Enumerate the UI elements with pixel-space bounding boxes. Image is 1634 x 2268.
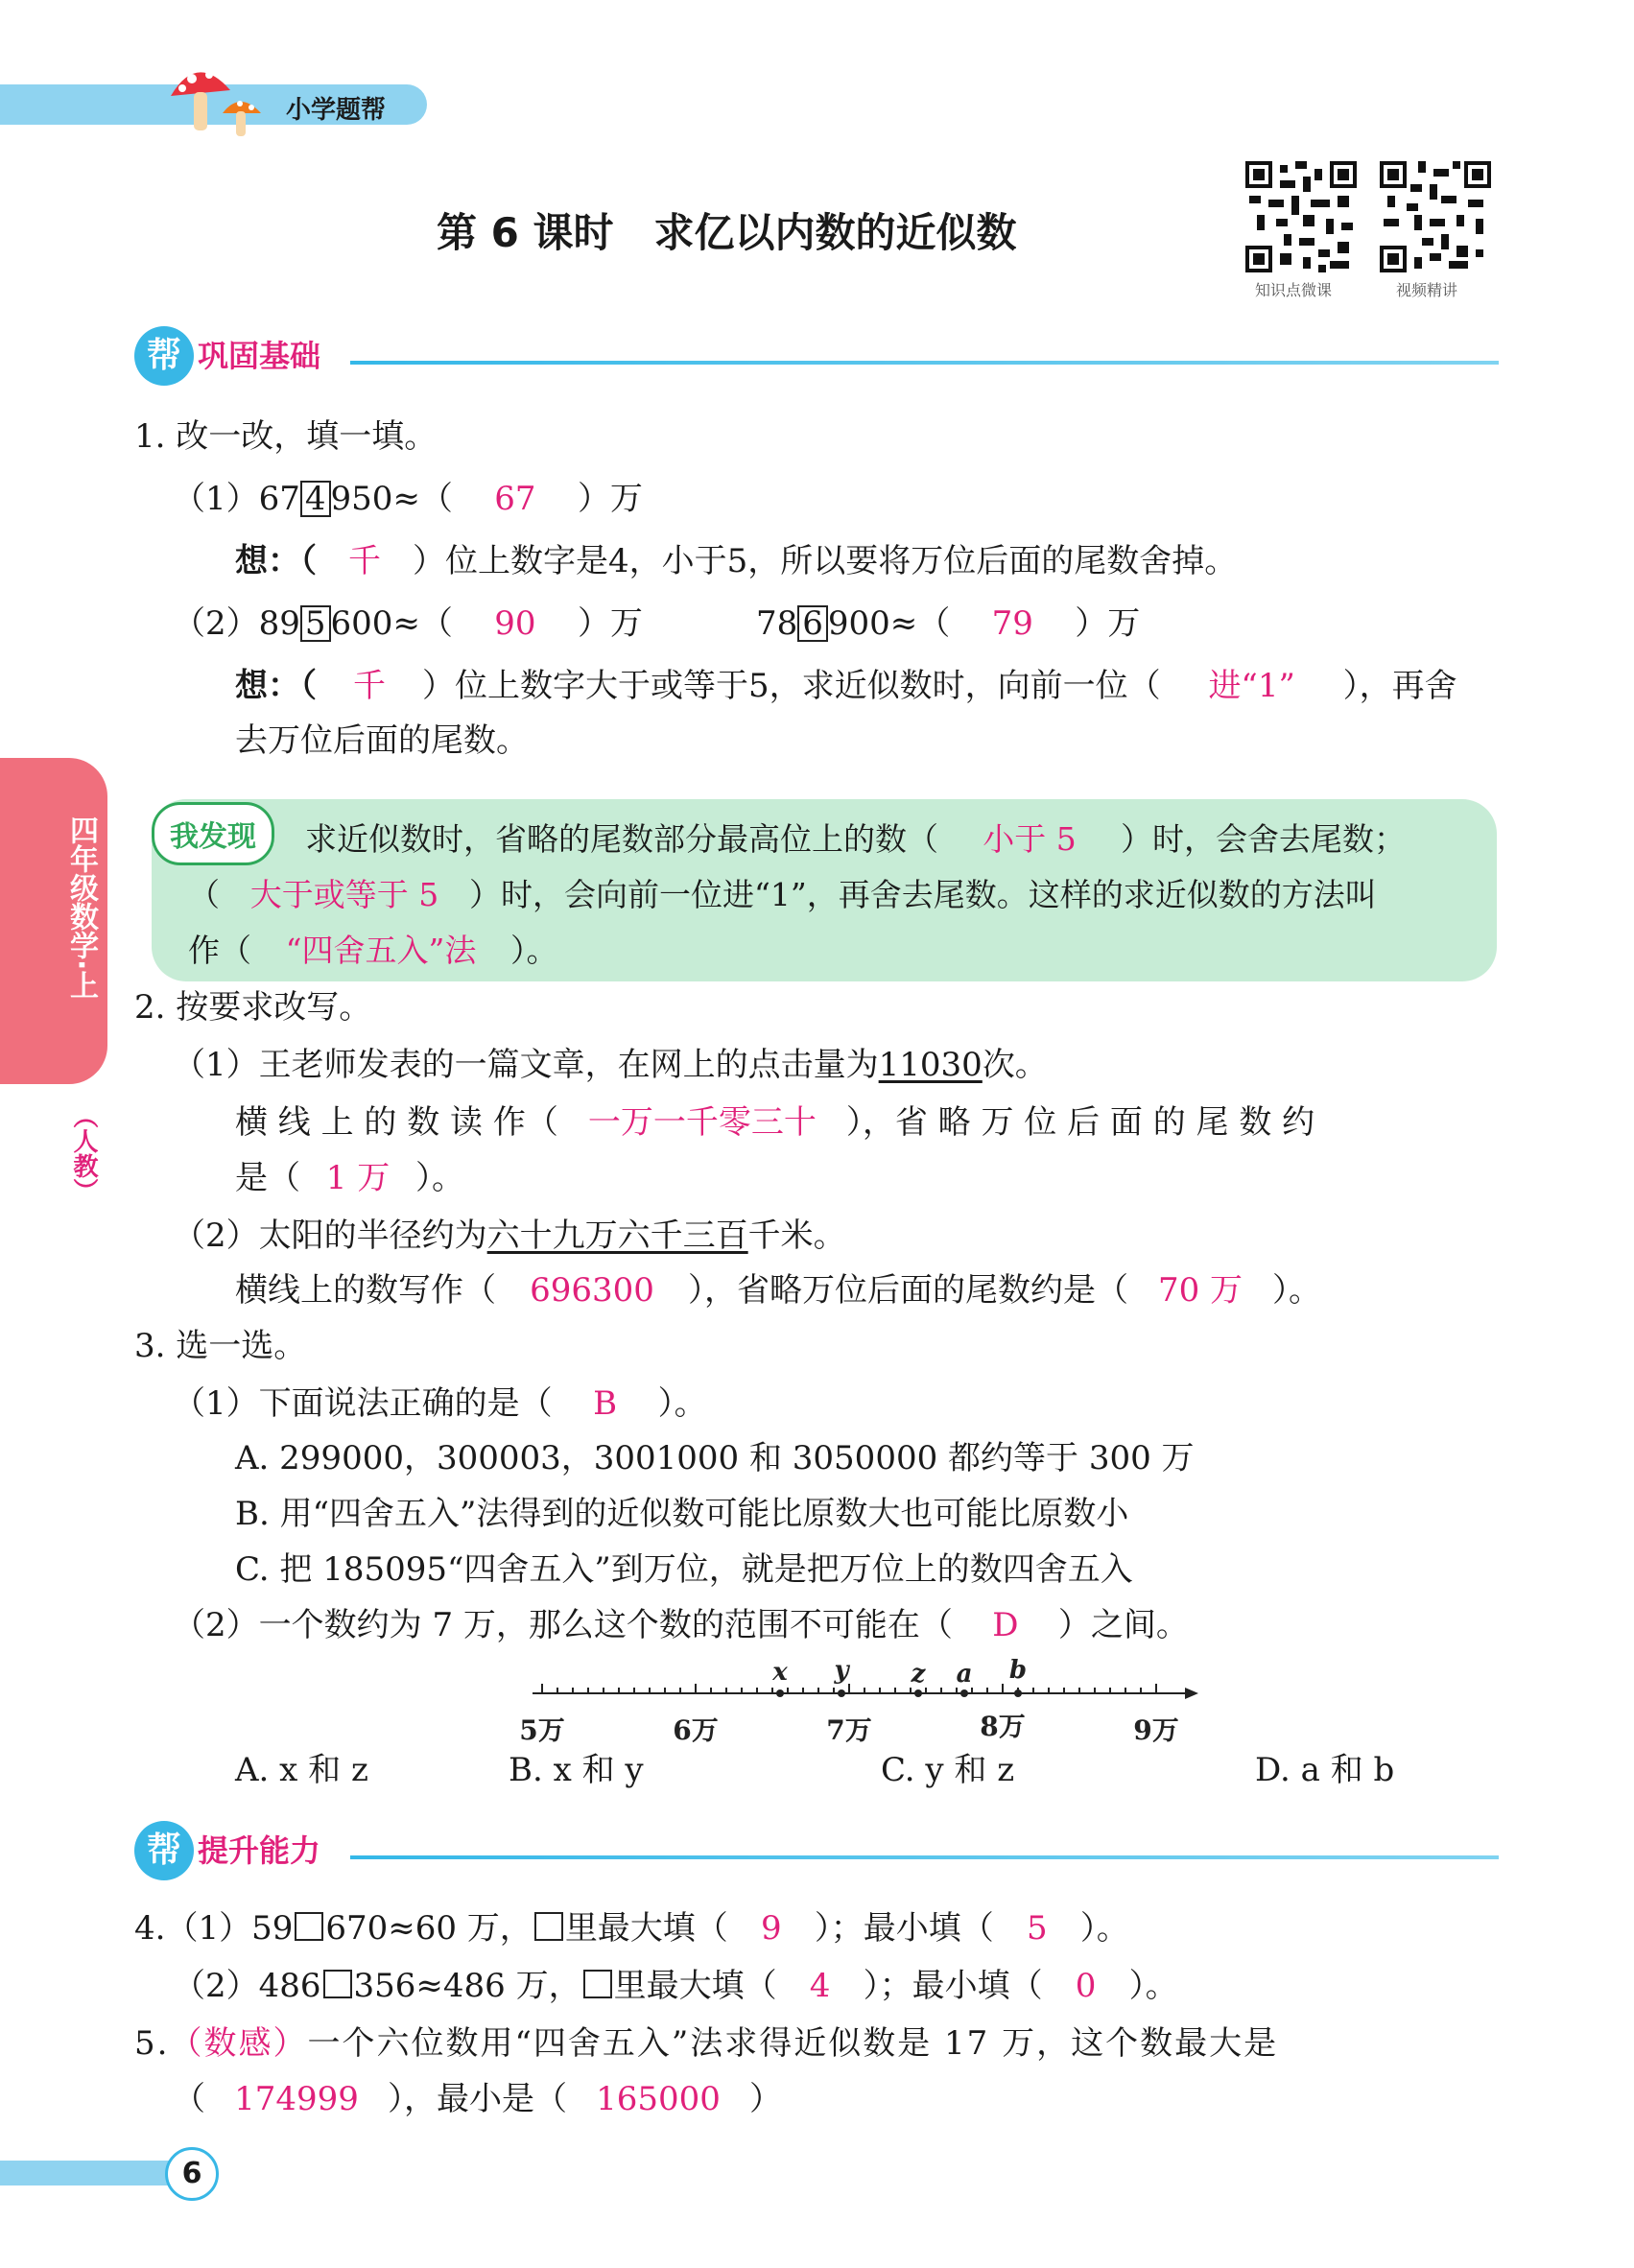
qr-code-icon[interactable]	[1245, 161, 1357, 272]
answer: 696300	[530, 1271, 654, 1310]
answer: 174999	[234, 2080, 359, 2118]
section-divider	[350, 1855, 1499, 1859]
answer: 70 万	[1157, 1271, 1243, 1310]
q1-part1: （1）67 4 950≈（ 67 ）万	[173, 480, 643, 518]
answer: D	[992, 1606, 1019, 1644]
tick-label: 5万	[519, 1714, 565, 1746]
answer: 一万一千零三十	[587, 1103, 817, 1142]
q3-option-c: C. 把 185095“四舍五入”到万位，就是把万位上的数四舍五入	[235, 1550, 1133, 1589]
answer: 进“1”	[1208, 667, 1295, 705]
q3-part1: （1）下面说法正确的是（ B ）。	[173, 1384, 707, 1423]
q2-part1-line2: 横 线 上 的 数 读 作（ 一万一千零三十 ），省 略 万 位 后 面 的 尾 数 约	[235, 1103, 1315, 1142]
q2-part1: （1）王老师发表的一篇文章，在网上的点击量为11030次。	[173, 1046, 1048, 1084]
number-line-point	[960, 1689, 968, 1697]
q3-part2: （2）一个数约为 7 万，那么这个数的范围不可能在（ D ）之间。	[173, 1606, 1189, 1644]
number-line-point	[838, 1689, 845, 1697]
q3-choice-d: D. a 和 b	[1255, 1751, 1395, 1789]
page-title: 第 6 课时 求亿以内数的近似数	[437, 209, 1017, 256]
point-label: b	[1008, 1656, 1028, 1685]
q1-stem: 1. 改一改，填一填。	[134, 417, 438, 456]
q3-choice-a: A. x 和 z	[235, 1751, 368, 1789]
answer: 千	[353, 667, 386, 705]
answer: 5	[1026, 1909, 1048, 1948]
underlined-number: 11030	[878, 1046, 983, 1084]
answer: 4	[809, 1967, 831, 2005]
answer: 千	[348, 542, 381, 580]
section-badge-char: 帮	[134, 326, 194, 386]
number-line-point	[914, 1689, 922, 1697]
point-label: z	[911, 1660, 926, 1689]
point-label: x	[772, 1658, 788, 1687]
point-label: y	[834, 1656, 849, 1685]
underlined-text: 六十九万六千三百	[486, 1217, 748, 1255]
brand-name: 小学题帮	[286, 96, 387, 125]
topic-tag: （数感）	[169, 2024, 308, 2063]
side-tab-grade: 四年级数学·上	[64, 815, 98, 1000]
answer: 165000	[596, 2080, 721, 2118]
q3-option-a: A. 299000，300003，3001000 和 3050000 都约等于 300 万	[235, 1439, 1195, 1477]
digit-box: 5	[300, 605, 331, 642]
q1-part2b: 78 6 900≈（ 79 ）万	[756, 604, 1141, 643]
discover-line1: 求近似数时，省略的尾数部分最高位上的数（ 小于 5 ）时，会舍去尾数；	[305, 820, 1406, 858]
q2-part2: （2）太阳的半径约为六十九万六千三百千米。	[173, 1217, 846, 1255]
page-number: 6	[165, 2147, 219, 2201]
blank-square	[295, 1912, 323, 1941]
answer: 67	[494, 480, 536, 518]
q3-option-b: B. 用“四舍五入”法得到的近似数可能比原数大也可能比原数小	[235, 1495, 1129, 1533]
section-divider	[350, 361, 1499, 365]
q5-line2: （ 174999 ），最小是（ 165000 ）	[173, 2080, 782, 2118]
side-tab-edition: （人教）	[69, 1103, 98, 1203]
tick-label: 9万	[1133, 1714, 1179, 1746]
q2-part1-line3: 是（ 1 万 ）。	[235, 1159, 464, 1197]
section-title: 巩固基础	[198, 338, 321, 374]
q1-part2: （2）89 5 600≈（ 90 ）万	[173, 604, 643, 643]
section-advanced-header	[134, 1821, 320, 1880]
point-label: a	[956, 1660, 973, 1689]
q4-part1: 4.（1）59 670≈60 万， 里最大填（ 9 ）；最小填（ 5 ）。	[134, 1909, 1129, 1948]
tick-label: 7万	[826, 1714, 872, 1746]
blank-square	[583, 1970, 612, 1998]
blank-square	[534, 1912, 563, 1941]
answer: 0	[1075, 1967, 1097, 2005]
answer: 大于或等于 5	[249, 876, 439, 913]
number-line	[519, 1655, 1204, 1751]
q2-part2-line2: 横线上的数写作（ 696300 ），省略万位后面的尾数约是（ 70 万 ）。	[235, 1271, 1321, 1310]
q3-choice-c: C. y 和 z	[881, 1751, 1015, 1789]
qr-label-video: 视频精讲	[1396, 281, 1458, 299]
discover-line2: （ 大于或等于 5 ）时，会向前一位进“1”，再舍去尾数。这样的求近似数的方法叫	[188, 876, 1377, 913]
q4-part2: （2）486 356≈486 万， 里最大填（ 4 ）；最小填（ 0 ）。	[173, 1967, 1178, 2005]
blank-square	[323, 1970, 352, 1998]
section-basic-header	[134, 326, 320, 386]
answer: “四舍五入”法	[285, 932, 477, 969]
digit-box: 4	[300, 481, 331, 517]
discover-line3: 作（ “四舍五入”法 ）。	[188, 932, 558, 969]
section-badge-char: 帮	[134, 1821, 194, 1880]
q1-think2-line2: 去万位后面的尾数。	[235, 721, 529, 760]
q3-stem: 3. 选一选。	[134, 1327, 307, 1365]
number-line-point	[776, 1689, 784, 1697]
q3-choice-b: B. x 和 y	[509, 1751, 644, 1789]
qr-label-micro-lesson: 知识点微课	[1255, 281, 1333, 299]
tick-label: 6万	[673, 1714, 719, 1746]
tick-label: 8万	[980, 1711, 1026, 1742]
answer: 1 万	[325, 1159, 391, 1197]
digit-box: 6	[797, 605, 828, 642]
qr-code-icon[interactable]	[1380, 161, 1491, 272]
q2-stem: 2. 按要求改写。	[134, 988, 372, 1027]
answer: 小于 5	[983, 820, 1077, 858]
answer: B	[593, 1384, 618, 1423]
q1-think2: 想：（ 千 ）位上数字大于或等于5，求近似数时，向前一位（ 进“1” ），再舍	[235, 667, 1457, 705]
answer: 90	[494, 604, 536, 643]
answer: 79	[991, 604, 1033, 643]
discover-badge: 我发现	[152, 802, 274, 865]
q1-think1: 想：（ 千 ）位上数字是4，小于5，所以要将万位后面的尾数舍掉。	[235, 542, 1238, 580]
q5-line1: 5.（数感）一个六位数用“四舍五入”法求得近似数是 17 万，这个数最大是	[134, 2024, 1279, 2063]
mushroom-logo-icon	[163, 56, 269, 147]
footer-bar	[0, 2161, 192, 2185]
number-line-point	[1014, 1689, 1022, 1697]
section-title: 提升能力	[198, 1832, 321, 1869]
answer: 9	[760, 1909, 782, 1948]
